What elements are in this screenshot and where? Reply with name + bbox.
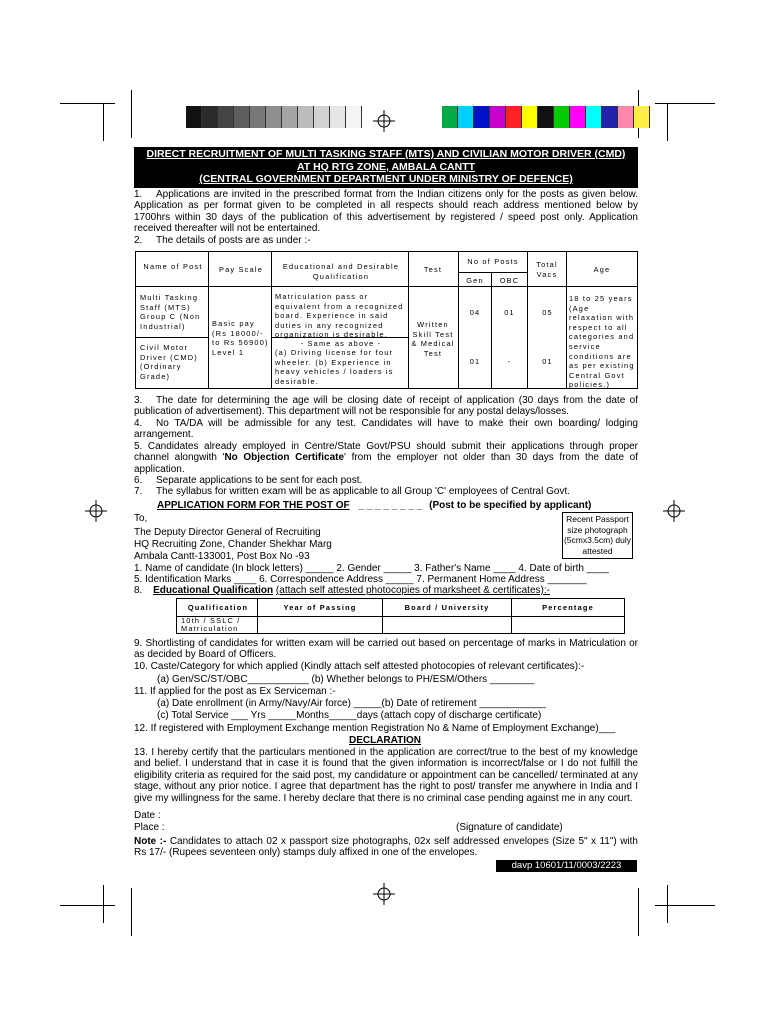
gray-scale-bar xyxy=(186,106,362,128)
color-swatch xyxy=(554,106,570,128)
crop-mark xyxy=(60,905,115,906)
gray-swatch xyxy=(330,106,346,128)
header-test: Test xyxy=(423,265,443,274)
gray-swatch xyxy=(314,106,330,128)
qualification-table xyxy=(176,598,625,634)
gen-mts: 04 xyxy=(469,308,481,317)
header-department: (CENTRAL GOVERNMENT DEPARTMENT UNDER MINISTRY OF DEFENCE) xyxy=(199,173,573,185)
crop-mark xyxy=(638,888,639,936)
form-title: APPLICATION FORM FOR THE POST OF _ _ _ _ _ _ _ _ (Post to be specified by applicant) xyxy=(157,500,592,511)
qual-mts: Matriculation pass or equivalent from a recognized board. Experience in said duties in any recognized organization is desirable. xyxy=(275,292,404,340)
intro-paragraph-2: 2. The details of posts are as under :- xyxy=(134,235,311,246)
field-education: 8. Educational Qualification (attach self attested photocopies of marksheet & certificates):- xyxy=(134,585,550,596)
header-qualification: Educational and Desirable Qualification xyxy=(282,262,400,281)
header-obc: OBC xyxy=(499,276,520,285)
condition-4: 4. No TA/DA will be admissible for any test. Candidates will have to make their own boarding/ lodging arrangement. xyxy=(134,418,638,441)
header-post: Name of Post xyxy=(143,262,203,271)
qual-col-percentage: Percentage xyxy=(542,603,594,612)
para-11c: (c) Total Service ___ Yrs _____Months_____days (attach copy of discharge certificate) xyxy=(157,710,542,721)
color-swatch xyxy=(458,106,474,128)
color-swatch xyxy=(522,106,538,128)
address-line-2: HQ Recruiting Zone, Chander Shekhar Marg xyxy=(134,539,332,550)
qual-cmd-head: - Same as above - xyxy=(300,339,382,348)
crop-mark xyxy=(131,888,132,936)
gray-swatch xyxy=(250,106,266,128)
header-title: DIRECT RECRUITMENT OF MULTI TASKING STAFF (MTS) AND CIVILIAN MOTOR DRIVER (CMD) xyxy=(146,148,626,160)
crop-mark xyxy=(655,103,715,104)
signature-label: (Signature of candidate) xyxy=(456,822,563,833)
registration-mark-icon xyxy=(373,883,395,905)
color-swatch xyxy=(634,106,650,128)
header-age: Age xyxy=(593,265,611,274)
age-limit: 18 to 25 years (Age relaxation with respect to all categories and service conditions are as per existing Central Govt policies.) xyxy=(569,294,635,390)
obc-cmd: - xyxy=(507,357,512,366)
qual-row-matric: 10th / SSLC / Matriculation xyxy=(181,616,241,634)
para-13: 13. I hereby certify that the particulars mentioned in the application are correct/true to the best of my knowledge and belief. I understand that in case it is found that the given information is incorrect/false or I do not fulfill the eligibility criteria as required for the said post, my candidature or appointment can be cancelled/ terminated at any stage, without any prior notice. I agree that department has the right to post/ transfer me anywhere in India and I give my willingness for the same. I hereby declare that there is no criminal case pending against me in any court. xyxy=(134,747,638,804)
qual-col-board: Board / University xyxy=(404,603,490,612)
gen-cmd: 01 xyxy=(469,357,481,366)
registration-mark-icon xyxy=(85,500,107,522)
field-name-gender: 1. Name of candidate (In block letters) _____ 2. Gender _____ 3. Father's Name ____ 4. Date of birth ____ xyxy=(134,563,609,574)
color-swatch xyxy=(602,106,618,128)
qual-col-qualification: Qualification xyxy=(187,603,249,612)
pay-scale: Basic pay (Rs 18000/- to Rs 56900) Level 1 xyxy=(212,319,269,357)
declaration-title: DECLARATION xyxy=(348,735,422,746)
color-swatch xyxy=(442,106,458,128)
condition-5: 5. Candidates already employed in Centre/State Govt/PSU should submit their applications through proper channel alongwith 'No Objection Certificate' from the employer not older than 30 days from the date of application. xyxy=(134,441,639,475)
intro-paragraph-1: 1. Applications are invited in the prescribed format from the Indian citizens only for the posts as given below. Application as per format given to be completed in all respects should reach address mentioned below by 1700hrs within 30 days of the publication of this advertisement by registered / speed post only. Application received thereafter will not be entertained. xyxy=(134,189,638,235)
color-calibration-bar xyxy=(442,106,650,128)
header-total: Total Vacs xyxy=(536,260,558,279)
davp-code: davp 10601/11/0003/2223 xyxy=(496,860,637,872)
crop-mark xyxy=(103,885,104,923)
address-line-3: Ambala Cantt-133001, Post Box No -93 xyxy=(134,551,310,562)
gray-swatch xyxy=(266,106,282,128)
header-pay: Pay Scale xyxy=(218,265,264,274)
field-identification: 5. Identification Marks ____ 6. Correspondence Address _____ 7. Permanent Home Address _______ xyxy=(134,574,587,585)
color-swatch xyxy=(538,106,554,128)
color-swatch xyxy=(506,106,522,128)
crop-mark xyxy=(667,885,668,923)
address-line-1: The Deputy Director General of Recruiting xyxy=(134,527,321,538)
crop-mark xyxy=(131,90,132,138)
condition-7: 7. The syllabus for written exam will be as applicable to all Group 'C' employees of Central Govt. xyxy=(134,486,571,497)
para-12: 12. If registered with Employment Exchange mention Registration No & Name of Employment Exchange)___ xyxy=(134,723,616,734)
header-gen: Gen xyxy=(466,276,484,285)
qual-col-year: Year of Passing xyxy=(283,603,357,612)
para-11a: (a) Date enrollment (in Army/Navy/Air force) _____(b) Date of retirement ____________ xyxy=(157,698,547,709)
header-no-posts: No of Posts xyxy=(467,257,519,266)
test-type: Written Skill Test & Medical Test xyxy=(411,320,455,358)
post-cmd: Civil Motor Driver (CMD) (Ordinary Grade) xyxy=(140,343,198,381)
crop-mark xyxy=(103,103,104,141)
registration-mark-icon xyxy=(373,110,395,132)
para-11: 11. If applied for the post as Ex Serviceman :- xyxy=(134,686,336,697)
color-swatch xyxy=(618,106,634,128)
para-9: 9. Shortlisting of candidates for written exam will be carried out based on percentage of marks in Matriculation or as decided by Board of Officers. xyxy=(134,638,638,661)
gray-swatch xyxy=(186,106,202,128)
date-field: Date : xyxy=(134,810,161,821)
photo-box: Recent Passport size photograph (5cmx3.5cm) duly attested xyxy=(562,512,633,559)
gray-swatch xyxy=(282,106,298,128)
post-mts: Multi Tasking Staff (MTS) Group C (Non Industrial) xyxy=(140,293,201,331)
condition-3: 3. The date for determining the age will be closing date of receipt of application (30 days from the date of publication of advertisement). This department will not be responsible for any postal delays/losses. xyxy=(134,395,638,418)
total-cmd: 01 xyxy=(542,357,553,366)
page-header xyxy=(134,147,638,188)
posts-table xyxy=(135,251,638,389)
color-swatch xyxy=(474,106,490,128)
header-location: AT HQ RTG ZONE, AMBALA CANTT xyxy=(296,160,476,173)
gray-swatch xyxy=(298,106,314,128)
place-field: Place : xyxy=(134,822,165,833)
color-swatch xyxy=(586,106,602,128)
registration-mark-icon xyxy=(663,500,685,522)
gray-swatch xyxy=(234,106,250,128)
condition-6: 6. Separate applications to be sent for each post. xyxy=(134,475,363,486)
crop-mark xyxy=(60,103,115,104)
note: Note :- Candidates to attach 02 x passport size photographs, 02x self addressed envelopes (Size 5" x 11") with Rs 17/- (Rupees seventeen only) stamps duly affixed in one of the envelopes. xyxy=(134,836,638,859)
color-swatch xyxy=(490,106,506,128)
gray-swatch xyxy=(346,106,362,128)
para-10: 10. Caste/Category for which applied (Kindly attach self attested photocopies of relevant certificates):- xyxy=(134,661,585,672)
obc-mts: 01 xyxy=(504,308,515,317)
gray-swatch xyxy=(218,106,234,128)
qual-cmd: (a) Driving license for four wheeler. (b) Experience in heavy vehicles / loaders is desirable. xyxy=(275,348,394,386)
crop-mark xyxy=(655,905,715,906)
color-swatch xyxy=(570,106,586,128)
crop-mark xyxy=(667,103,668,141)
gray-swatch xyxy=(202,106,218,128)
total-mts: 05 xyxy=(542,308,553,317)
para-10a: (a) Gen/SC/ST/OBC___________ (b) Whether belongs to PH/ESM/Others ________ xyxy=(157,674,535,685)
form-to: To, xyxy=(134,513,148,524)
